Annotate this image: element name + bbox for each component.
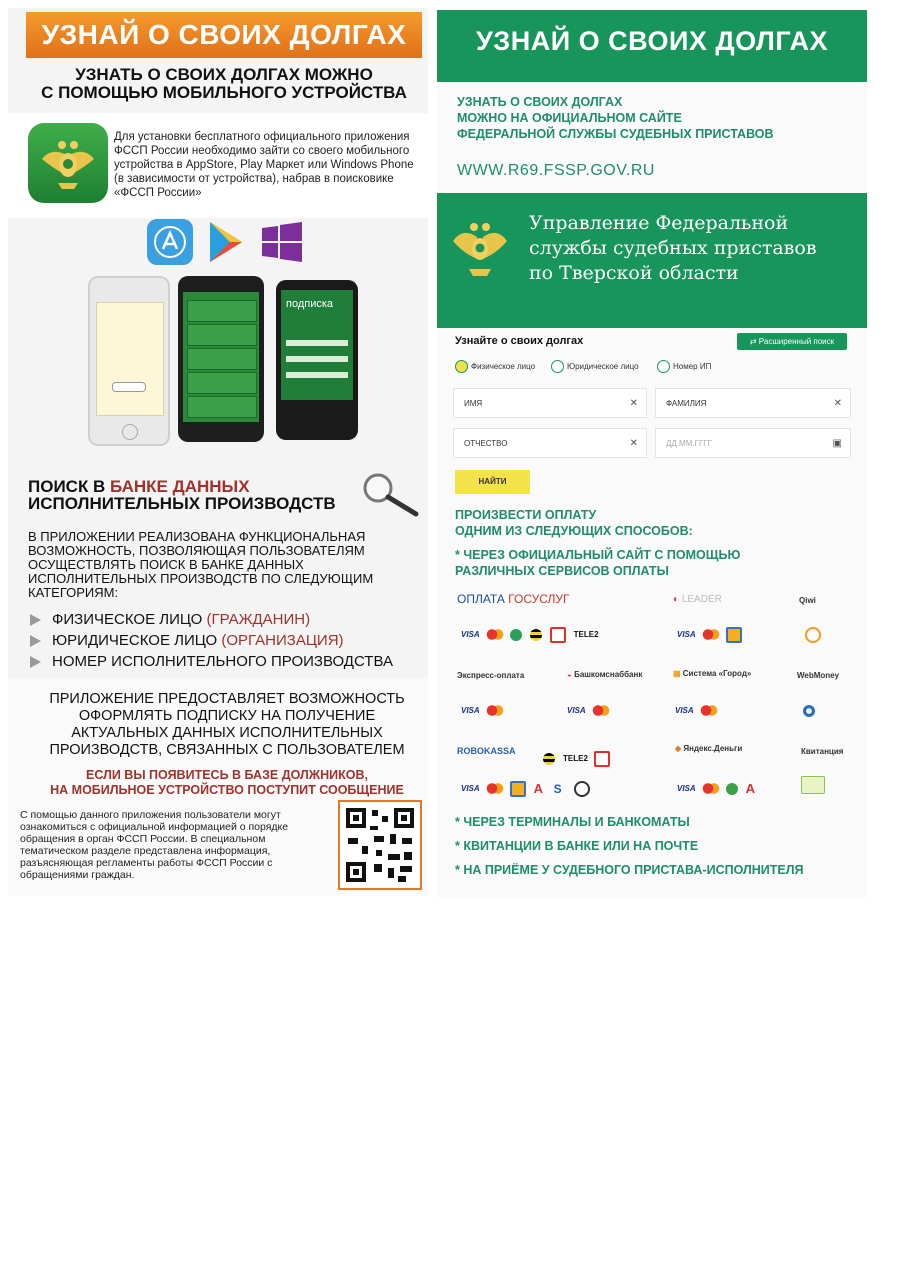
logos-row-2a bbox=[461, 702, 510, 718]
clear-icon[interactable]: ✕ bbox=[833, 398, 842, 409]
yandex-label bbox=[675, 744, 742, 753]
category-label: ЮРИДИЧЕСКОЕ ЛИЦО bbox=[52, 632, 222, 649]
name-placeholder: ИМЯ bbox=[464, 399, 483, 408]
bashkom-icon: ◒ bbox=[567, 670, 575, 679]
radio-dot-icon bbox=[551, 360, 564, 373]
mastercard-icon bbox=[486, 783, 504, 794]
mastercard-icon bbox=[702, 783, 720, 794]
megafon-icon bbox=[510, 629, 522, 641]
alert-line2: НА МОБИЛЬНОЕ УСТРОЙСТВО ПОСТУПИТ СООБЩЕНИЕ bbox=[50, 783, 404, 797]
radio-ip-number[interactable] bbox=[657, 360, 711, 374]
webmoney-icon bbox=[803, 705, 815, 717]
visa-logo: VISA bbox=[677, 630, 696, 640]
gorod-icon: ▦ bbox=[673, 669, 683, 678]
left-banner-title: УЗНАЙ О СВОИХ ДОЛГАХ bbox=[26, 12, 422, 58]
patronymic-placeholder: ОТЧЕСТВО bbox=[464, 439, 508, 448]
app-install-box bbox=[8, 113, 428, 218]
swap-arrows-icon: ⇄ bbox=[749, 337, 759, 346]
leader-mark-icon: ◐ bbox=[673, 594, 682, 605]
category-label: ФИЗИЧЕСКОЕ ЛИЦО bbox=[52, 611, 207, 628]
visa-logo: VISA bbox=[567, 706, 586, 716]
calendar-icon[interactable]: ▣ bbox=[832, 438, 842, 449]
qiwi-label: Qiwi bbox=[799, 596, 816, 605]
visa-logo: VISA bbox=[461, 784, 480, 794]
logos-row-2b bbox=[567, 702, 616, 718]
birthdate-input[interactable] bbox=[655, 428, 851, 458]
fssp-name-line3: по Тверской области bbox=[529, 262, 739, 284]
search-title-highlight: БАНКЕ ДАННЫХ bbox=[110, 477, 250, 496]
online-line2: РАЗЛИЧНЫХ СЕРВИСОВ ОПЛАТЫ bbox=[455, 564, 669, 578]
fssp-app-icon bbox=[28, 123, 108, 203]
logos-row-2c bbox=[675, 702, 724, 718]
way-bank: * КВИТАНЦИИ В БАНКЕ ИЛИ НА ПОЧТЕ bbox=[455, 839, 699, 853]
category-list bbox=[26, 609, 426, 672]
name-input[interactable] bbox=[453, 388, 647, 418]
express-label: Экспресс-оплата bbox=[457, 671, 525, 680]
radio-label: Номер ИП bbox=[673, 362, 712, 371]
beeline-icon bbox=[543, 753, 555, 765]
fssp-website-link[interactable]: WWW.R69.FSSP.GOV.RU bbox=[457, 162, 655, 179]
logos-row-3b bbox=[677, 780, 766, 796]
mts-icon bbox=[594, 751, 610, 767]
mastercard-icon bbox=[486, 705, 504, 716]
android-mockup bbox=[178, 276, 264, 442]
right-sub-line1: УЗНАТЬ О СВОИХ ДОЛГАХ bbox=[457, 95, 623, 109]
yandex-name: Яндекс.Деньги bbox=[683, 744, 743, 753]
category-label: НОМЕР ИСПОЛНИТЕЛЬНОГО ПРОИЗВОДСТВА bbox=[52, 653, 393, 670]
advanced-search-button[interactable] bbox=[737, 333, 847, 350]
payment-heading-line1: ПРОИЗВЕСТИ ОПЛАТУ bbox=[455, 508, 597, 522]
clear-icon[interactable]: ✕ bbox=[629, 398, 638, 409]
gosuslugi-name: ГОСУСЛУГ bbox=[508, 592, 570, 606]
logos-row-2d bbox=[803, 702, 823, 718]
triangle-bullet-icon bbox=[30, 656, 41, 668]
tele2-logo: TELE2 bbox=[573, 630, 599, 640]
way-terminals: * ЧЕРЕЗ ТЕРМИНАЛЫ И БАНКОМАТЫ bbox=[455, 815, 690, 829]
visa-logo: VISA bbox=[461, 630, 480, 640]
payment-heading-line2: ОДНИМ ИЗ СЛЕДУЮЩИХ СПОСОБОВ: bbox=[455, 524, 693, 538]
robokassa-label: ROBOKASSA bbox=[457, 746, 516, 756]
surname-input[interactable] bbox=[655, 388, 851, 418]
alert-line1: ЕСЛИ ВЫ ПОЯВИТЕСЬ В БАЗЕ ДОЛЖНИКОВ, bbox=[86, 768, 368, 782]
list-item bbox=[26, 630, 426, 651]
logos-row-1c bbox=[805, 626, 829, 642]
fssp-name-line2: службы судебных приставов bbox=[529, 237, 817, 259]
find-button[interactable]: НАЙТИ bbox=[455, 470, 530, 494]
iphone-mockup bbox=[88, 276, 170, 446]
fssp-emblem-icon bbox=[449, 213, 511, 283]
clear-icon[interactable]: ✕ bbox=[629, 438, 638, 449]
gosuslugi-prefix: ОПЛАТА bbox=[457, 592, 509, 606]
app-store-icon[interactable] bbox=[146, 218, 194, 266]
gorod-name: Система «Город» bbox=[682, 669, 752, 678]
triangle-bullet-icon bbox=[30, 635, 41, 647]
qr-code[interactable] bbox=[338, 800, 422, 890]
search-section-body: В ПРИЛОЖЕНИИ РЕАЛИЗОВАНА ФУНКЦИОНАЛЬНАЯ ВОЗМОЖНОСТЬ, ПОЗВОЛЯЮЩАЯ ПОЛЬЗОВАТЕЛЯМ ОСУЩЕСТВЛЯТЬ ПОИСК В БАНКЕ ДАННЫХ ИСПОЛНИТЕЛЬНЫХ ПРОИЗВОДСТВ ПО СЛЕДУЮЩИМ КАТЕГОРИЯМ: bbox=[28, 529, 374, 600]
search-title-part2: ИСПОЛНИТЕЛЬНЫХ ПРОИЗВОДСТВ bbox=[28, 494, 336, 513]
winphone-mockup bbox=[276, 280, 358, 440]
left-subtitle-line1: УЗНАТЬ О СВОИХ ДОЛГАХ МОЖНО bbox=[75, 65, 373, 84]
surname-placeholder: ФАМИЛИЯ bbox=[666, 399, 707, 408]
visa-logo: VISA bbox=[461, 706, 480, 716]
mastercard-icon bbox=[592, 705, 610, 716]
radio-label: Юридическое лицо bbox=[567, 362, 639, 371]
category-paren: (ГРАЖДАНИН) bbox=[206, 611, 311, 628]
yandex-money-icon: ◆ bbox=[675, 744, 684, 753]
windows-phone-icon[interactable] bbox=[258, 218, 306, 266]
phone-screen-title: подписка bbox=[286, 298, 334, 310]
qiwi-icon bbox=[805, 627, 821, 643]
visa-logo: VISA bbox=[677, 784, 696, 794]
left-subtitle bbox=[28, 66, 420, 102]
bank-icon bbox=[574, 781, 590, 797]
card-icon bbox=[726, 627, 742, 643]
right-sub-line3: ФЕДЕРАЛЬНОЙ СЛУЖБЫ СУДЕБНЫХ ПРИСТАВОВ bbox=[457, 127, 774, 141]
tele2-logo: TELE2 bbox=[563, 754, 588, 764]
app-install-text: Для установки бесплатного официального приложения ФССП России необходимо зайти со своего мобильного устройства в AppStore, Play Маркет или Windows Phone (в зависимости от устройства), набрав в поисковике «ФССП России» bbox=[114, 131, 414, 199]
alfa-icon: A bbox=[533, 780, 544, 796]
info-text: С помощью данного приложения пользователи могут ознакомиться с официальной информацией о порядке обращения в орган ФССП России. В специальном тематическом разделе представлена информация, разъясняющая регламенты работы ФССП России с обращениями граждан. bbox=[20, 809, 289, 881]
alfa-icon: A bbox=[745, 780, 756, 796]
receipt-icon bbox=[801, 776, 825, 794]
logos-row-1b bbox=[677, 626, 750, 642]
payment-heading bbox=[455, 507, 855, 539]
online-payment-heading bbox=[455, 547, 855, 579]
way-bailiff: * НА ПРИЁМЕ У СУДЕБНОГО ПРИСТАВА-ИСПОЛНИТЕЛЯ bbox=[455, 863, 804, 877]
fssp-name-line1: Управление Федеральной bbox=[529, 212, 789, 234]
mastercard-icon bbox=[486, 629, 504, 640]
patronymic-input[interactable] bbox=[453, 428, 647, 458]
logos-row-3a bbox=[461, 780, 598, 796]
online-line1: * ЧЕРЕЗ ОФИЦИАЛЬНЫЙ САЙТ С ПОМОЩЬЮ bbox=[455, 548, 741, 562]
card-icon bbox=[510, 781, 526, 797]
radio-legal-entity[interactable] bbox=[551, 360, 639, 374]
list-item bbox=[26, 609, 426, 630]
vtb-icon: S bbox=[553, 781, 562, 796]
fssp-department-name bbox=[529, 211, 859, 286]
left-subtitle-line2: С ПОМОЩЬЮ МОБИЛЬНОГО УСТРОЙСТВА bbox=[41, 83, 407, 102]
radio-label: Физическое лицо bbox=[471, 362, 536, 371]
logos-row-3-mobile bbox=[543, 750, 618, 766]
birthdate-placeholder: ДД.ММ.ГГГГ bbox=[666, 439, 712, 448]
fssp-header-box bbox=[437, 193, 867, 328]
mts-icon bbox=[550, 627, 566, 643]
left-leaflet-panel bbox=[8, 8, 428, 896]
debt-search-title: Узнайте о своих долгах bbox=[455, 335, 584, 347]
right-sub-line2: МОЖНО НА ОФИЦИАЛЬНОМ САЙТЕ bbox=[457, 111, 682, 125]
phones-illustration bbox=[78, 276, 363, 448]
beeline-icon bbox=[530, 629, 542, 641]
logos-row-3c bbox=[801, 776, 833, 792]
right-leaflet-panel bbox=[437, 10, 867, 898]
search-type-radios bbox=[455, 360, 865, 378]
bashkom-label bbox=[567, 670, 642, 679]
store-icons bbox=[146, 218, 306, 270]
sberbank-icon bbox=[726, 783, 738, 795]
radio-individual[interactable] bbox=[455, 360, 535, 374]
radio-dot-icon bbox=[657, 360, 670, 373]
kvitanciya-label: Квитанция bbox=[801, 747, 844, 756]
bashkom-name: Башкомснаббанк bbox=[574, 670, 643, 679]
webmoney-label: WebMoney bbox=[797, 671, 840, 680]
debtor-alert bbox=[32, 768, 422, 798]
radio-dot-icon bbox=[455, 360, 468, 373]
triangle-bullet-icon bbox=[30, 614, 41, 626]
right-subtitle bbox=[457, 94, 857, 142]
search-section-title bbox=[28, 478, 388, 512]
list-item bbox=[26, 651, 426, 672]
right-banner-title: УЗНАЙ О СВОИХ ДОЛГАХ bbox=[437, 10, 867, 82]
category-paren: (ОРГАНИЗАЦИЯ) bbox=[221, 632, 344, 649]
play-market-icon[interactable] bbox=[202, 218, 250, 266]
leader-logo bbox=[673, 594, 722, 605]
search-title-part1: ПОИСК В bbox=[28, 477, 111, 496]
visa-logo: VISA bbox=[675, 706, 694, 716]
advanced-search-label: Расширенный поиск bbox=[758, 337, 835, 346]
subscription-text: ПРИЛОЖЕНИЕ ПРЕДОСТАВЛЯЕТ ВОЗМОЖНОСТЬ ОФОРМЛЯТЬ ПОДПИСКУ НА ПОЛУЧЕНИЕ АКТУАЛЬНЫХ ДАННЫХ ИСПОЛНИТЕЛЬНЫХ ПРОИЗВОДСТВ, СВЯЗАННЫХ С ПОЛЬЗОВАТЕЛЕМ bbox=[49, 691, 405, 758]
mastercard-icon bbox=[702, 629, 720, 640]
logos-row-1a bbox=[461, 626, 605, 642]
mastercard-icon bbox=[700, 705, 718, 716]
gorod-label bbox=[673, 669, 751, 678]
gosuslugi-logo bbox=[457, 592, 569, 606]
leader-name: LEADER bbox=[681, 594, 722, 605]
